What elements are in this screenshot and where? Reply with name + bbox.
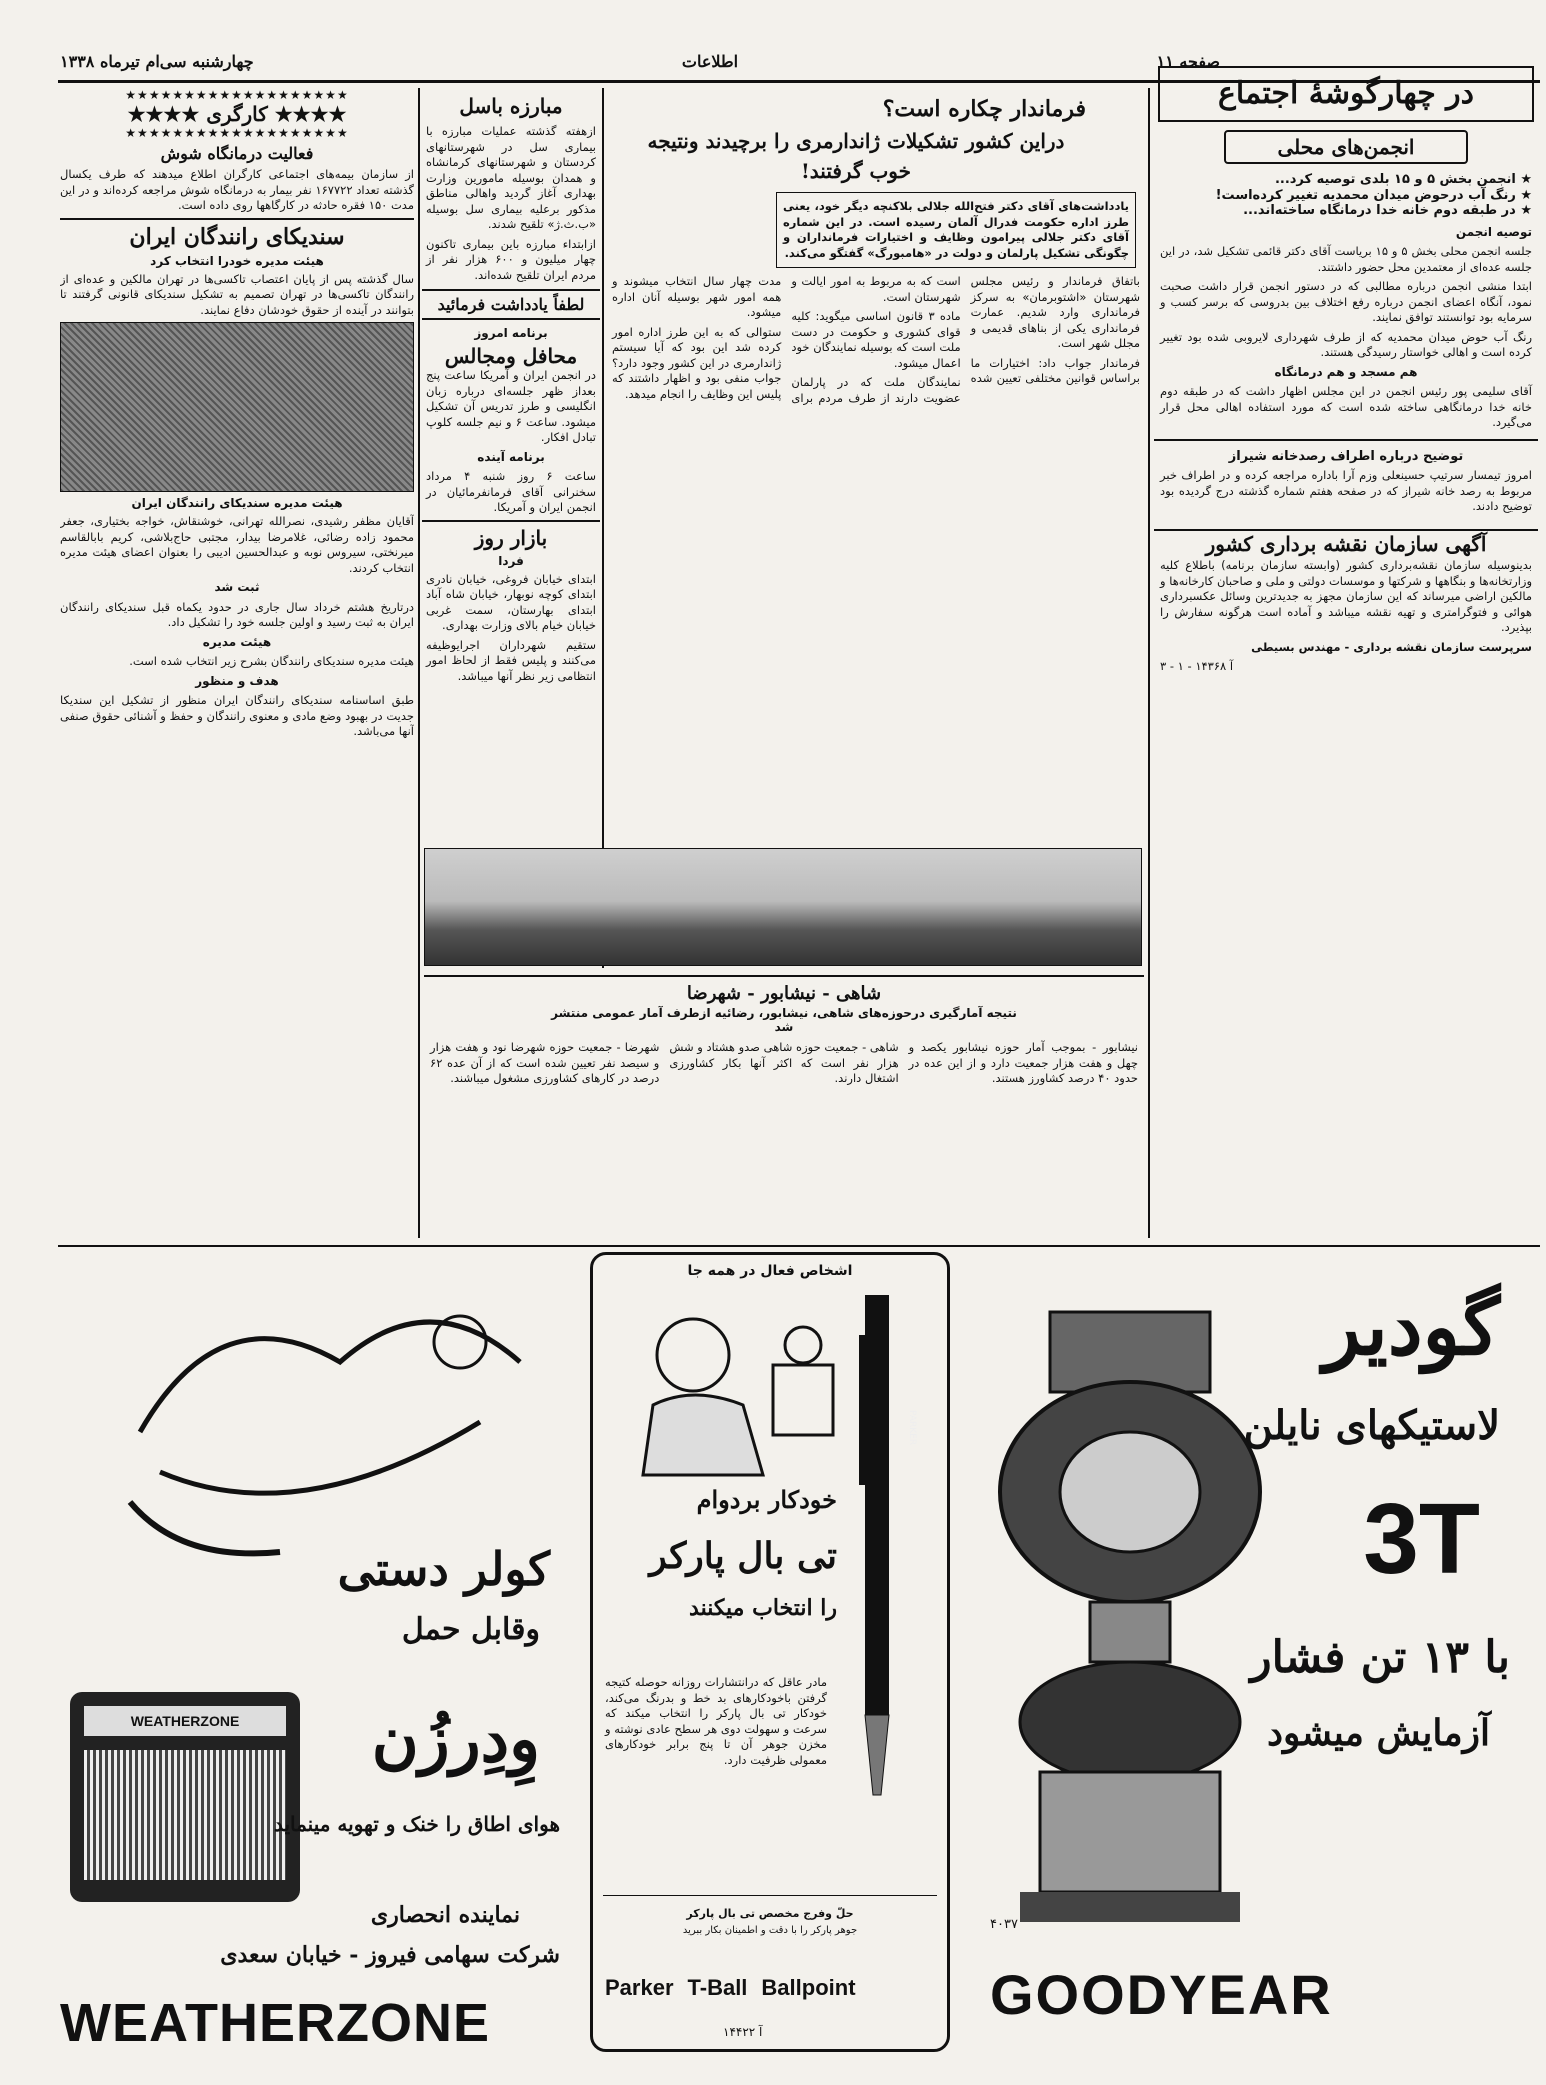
page-number: صفحه ۱۱	[1156, 52, 1220, 71]
parker-line3: را انتخاب میکنند	[689, 1595, 837, 1621]
paragraph: ستقیم شهرداران اجرایوظیفه می‌کنند و پلیس فقط از لحاظ امور انتظامی زیر نظر آنها میباشد.	[426, 637, 596, 683]
paragraph: هیئت مدیره سندیکای رانندگان بشرح زیر انتخاب شده است.	[129, 654, 414, 668]
subheading: برنامه آینده	[477, 449, 545, 464]
article-headline: دراین کشور تشکیلات ژاندارمری را برچیدند ونتیجه خوب گرفتند!	[647, 129, 1065, 183]
program-title: برنامه امروز	[474, 326, 548, 340]
cooler-sub: وقابل حمل	[401, 1612, 540, 1647]
city-headline: شاهی - نیشابور - شهرضا	[686, 983, 882, 1004]
city-stats-panel	[424, 975, 1144, 1237]
ads-rule	[58, 1245, 1540, 1247]
paragraph: ازهفته گذشته عملیات مبارزه با بیماری سل در شهرستانهای کردستان و شهرستانهای کرمانشاه و همدان بوسیله مامورین وزارت بهداری آغاز گردید واهالی مناطق مذکور برعلیه بیماری سل بوسیله «ب.ث.ژ» تلقیح شدند.	[426, 124, 596, 231]
parker-pen-illustration	[837, 1295, 917, 1815]
tested-text: آزمایش میشود	[1267, 1712, 1490, 1754]
paragraph: نمایندگان ملت که در پارلمان عضویت دارند از طرف مردم برای مدت چهار سال انتخاب میشوند و همه امور شهر بوسیله آنان اداره میشود.	[612, 274, 961, 405]
parker-line1: خودکار بردوام	[696, 1485, 837, 1514]
agent-title: نماینده انحصاری	[370, 1902, 520, 1928]
union-title: سندیکای رانندگان ایران	[129, 223, 345, 250]
paragraph: باتفاق فرماندار و رئیس مجلس شهرستان «اشتوبرمان» به سرکز فرمانداری وارد شدیم. عمارت فرمانداری یکی از بناهای قدیمی و مجلل شهر است.	[970, 274, 1140, 350]
nylon-tires: لاستیکهای نایلن	[1243, 1402, 1500, 1449]
model-3t: 3T	[1363, 1483, 1480, 1595]
article-question: فرماندار چکاره است؟	[882, 96, 1086, 122]
article-intro: یادداشت‌های آقای دکتر فتح‌الله جلالی بلاکنچه دیگر خود، یعنی طرز اداره حکومت فدرال آلمان رسیده است. در این شماره آقای دکتر جلالی پیرامون وظایف و اختیارات فرمانداران و چگونگی تشکیل پارلمان و دولت در «هامبورگ» گفتگو می‌کند.	[776, 192, 1136, 268]
subheading: هدف و منظور	[195, 673, 279, 688]
bullet-item: ★ انجمن بخش ۵ و ۱۵ بلدی توصیه کرد...	[1274, 172, 1532, 187]
section-title: در چهارگوشهٔ اجتماع	[1158, 66, 1534, 122]
paragraph: درتاریخ هشتم خرداد سال جاری در حدود یکماه قبل سندیکای رانندگان ایران به ثبت رسید و اولین جلسه خود را تشکیل داد.	[60, 599, 414, 629]
reminder-title: لطفاً یادداشت فرمائید	[422, 289, 600, 320]
ad-code: آ ۱۴۴۲۲	[723, 2025, 763, 2039]
paragraph: طبق اساسنامه سندیکای رانندگان ایران منظور از تشکیل این سندیکا جدیت در بهبود وضع مادی و معنوی رانندگان و حفظ و آشنائی حقوق صنفی آنها می‌باشد.	[60, 693, 414, 738]
bullet-item: ★ رنگ آب درحوض میدان محمدیه تغییر کرده‌است!	[1215, 187, 1532, 203]
paper-name: اطلاعات	[681, 52, 739, 71]
gatherings-title: محافل ومجالس	[444, 344, 578, 368]
paragraph: ابتدا منشی انجمن درباره مطالبی که در دستور انجمن قرار داشت صحبت نمود، آنگاه اعضای انجمن درباره رفع اختلاف بین بدروسی که برسر کسب و سرمایه بود توانستند توافق نمایند.	[1160, 279, 1532, 324]
paragraph: شاهی - جمعیت حوزه شاهی صدو هشتاد و شش هزار نفر است که اکثر آنها بکار کشاورزی اشتغال دارند.	[669, 1040, 899, 1085]
goodyear-brand-en: GOODYEAR	[990, 1963, 1333, 2026]
union-subtitle: هیئت مدیره خودرا انتخاب کرد	[150, 253, 324, 268]
labor-header: ★★★★ کارگری ★★★★	[127, 102, 347, 126]
paragraph: شهرضا - جمعیت حوزه شهرضا نود و هفت هزار و سیصد نفر تعیین شده است که از آن عده ۶۲ درصد در کارهای کشاورزی مشغول میباشند.	[430, 1040, 660, 1085]
paragraph: جلسه انجمن محلی بخش ۵ و ۱۵ بریاست آقای دکتر قائمی تشکیل شد، در این جلسه عده‌ای از معتمدین محل حضور داشتند.	[1160, 244, 1532, 274]
column-rule	[1148, 88, 1150, 1238]
tb-campaign-title: مبارزه باسل	[459, 94, 563, 118]
cooler-tagline: هوای اطاق را خنک و تهویه مینماید	[273, 1812, 560, 1836]
brand-ballpoint: Ballpoint	[761, 1975, 856, 2000]
parker-body: مادر عاقل که درانتشارات روزانه حوصله کتیجه گرفتن باخودکارهای بد خط و بدرنگ می‌کند، خودکار تی بال پارکر را انتخاب میکند که سرعت و سهولت دوی هر سطح عادی نوشته و مخزن جوهر آن تا پنج برابر خودکارهای معمولی ظرفیت دارد.	[605, 1675, 827, 1767]
column-rule	[602, 88, 604, 968]
decorative-stars: ★★★★★★★★★★★★★★★★★★★	[125, 88, 349, 102]
pressure-text: با ۱۳ تن فشار	[1250, 1632, 1510, 1683]
notice-text: بدینوسیله سازمان نقشه‌برداری کشور (وابسته سازمان برنامه) باطلاع کلیه وزارتخانه‌ها و بنگاهها و شرکتها و موسسات دولتی و ملی و صاحبان کارخانه‌ها و مالکین اراضی میرساند که این سازمان مجهز به جدیدترین وسائل عکسبرداری هوائی و فتوگرامتری و تهیه نقشه میباشد و آماده است هرگونه سفارش را بپذیرد.	[1160, 558, 1532, 634]
paragraph: ابتدای خیابان فروغی، خیابان نادری ابتدای کوچه نوبهار، خیابان شاه آباد ابتدای بهارستان، سمت غربی خیابان خیام بالای وزارت بهداری.	[426, 571, 596, 632]
parker-footer: حلّ وفرج مخصص تی بال پارکر	[686, 1907, 854, 1920]
paragraph: فرماندار جواب داد: اختیارات ما براساس قوانین مختلفی تعیین شده است که به مربوط به امور ایالت و شهرستان است.	[791, 274, 1140, 385]
weatherzone-ad	[60, 1252, 580, 2052]
issue-date: چهارشنبه سی‌ام تیرماه ۱۳۳۸	[60, 52, 254, 71]
cooler-grille	[84, 1750, 286, 1880]
paragraph: ساعت ۶ روز شنبه ۴ مرداد سخنرانی آقای فرمانفرمائیان در انجمن ایران و آمریکا.	[426, 469, 596, 514]
bazaar-subtitle: فردا	[498, 553, 524, 568]
cooler-label: WEATHERZONE	[84, 1706, 286, 1736]
goodyear-brand-fa: گودیر	[1323, 1282, 1500, 1373]
city-skyline-photo	[424, 848, 1142, 966]
paragraph: ماده ۳ قانون اساسی میگوید: کلیه قوای کشوری و حکومت در دست ملت است که بوسیله نمایندگان خود اعمال میشود.	[791, 309, 961, 370]
paragraph: ازابتداء مبارزه باین بیماری تاکنون چهار میلیون و ۶۰۰ هزار نفر از مردم ایران تلقیح شده‌اند.	[426, 236, 596, 282]
subheading: ثبت شد	[214, 580, 260, 594]
mother-child-illustration	[613, 1295, 853, 1485]
column-rule	[418, 88, 420, 1238]
union-board-photo	[60, 322, 414, 492]
clinic-title: فعالیت درمانگاه شوش	[160, 144, 314, 163]
weatherzone-brand-fa: وِدِرزُن	[371, 1702, 540, 1777]
paragraph: آقای سلیمی پور رئیس انجمن در این مجلس اظهار داشت که در طبقه دوم خانه خدا درمانگاهی ساخته شده است که مورد استفاده اهالی محل قرار می‌گیرد.	[1160, 384, 1532, 429]
paragraph: از سازمان بیمه‌های اجتماعی کارگران اطلاع میدهند که طرف یکسال گذشته تعداد ۱۶۷۷۲۲ نفر بیمار به درمانگاه شوش مراجعه کرده‌اند و در این مدت ۱۵۰ فقره حادثه در کارگاهها روی داده است.	[60, 167, 414, 212]
right-column	[1154, 62, 1538, 1238]
decorative-stars: ★★★★★★★★★★★★★★★★★★★	[125, 126, 349, 140]
photo-caption: هیئت مدیره سندیکای رانندگان ایران	[131, 496, 343, 510]
ad-code: ۴۰۳۷	[990, 1917, 1018, 1932]
paragraph: آقایان مظفر رشیدی، نصرالله تهرانی، خوشنقاش، خواجه بختیاری، جعفر محمود زاده رضائی، غلامرضا بیدار، مجتبی حاج‌بلاشی، کریم بابالقاسم میرنختی، سیروس نوبه و عبدالحسین ادیبی را بعنوان اعضای هیئت مدیره انتخاب کردند.	[60, 514, 414, 575]
brand-parker: Parker	[605, 1975, 674, 2000]
paragraph: ستوالی که به این طرز اداره امور کرده شد این بود که آیا سیستم ژاندارمری در این کشور وجود دارد؟ جواب منفی بود و اظهار داشتند که پلیس این وظایف را انجام میدهد.	[612, 324, 782, 401]
goodyear-ad	[960, 1252, 1540, 2052]
brand-tball: T-Ball	[687, 1975, 748, 2000]
farmandar-article	[606, 88, 1146, 968]
notice-signature: سرپرست سازمان نقشه برداری - مهندس بسیطی	[1251, 639, 1532, 654]
agent-name: شرکت سهامی فیروز - خیابان سعدی	[220, 1942, 560, 1968]
paragraph: نیشابور - بموجب آمار حوزه نیشابور یکصد و چهل و هفت هزار جمعیت دارد و از این عده در حدود ۴۰ درصد کشاورز هستند.	[908, 1040, 1138, 1085]
city-subheadline: نتیجه آمارگیری درحوزه‌های شاهی، نیشابور، رضائیه ازطرف آمار عمومی منتشر شد	[551, 1006, 1017, 1034]
paragraph: رنگ آب حوض میدان محمدیه که از طرف شهرداری لایروبی شده بود تغییر کرده است و اهالی خواستار رسیدگی هستند.	[1160, 329, 1532, 359]
parker-top: اشخاص فعال در همه جا	[687, 1263, 853, 1279]
paragraph: سال گذشته پس از پایان اعتصاب تاکسی‌ها در تهران مالکین و عده‌ای از رانندگان تاکسی‌ها در تهران تصمیم به تشکیل سندیکای قانونی گرفتند تا بتوانند در آینده از حقوق خودشان دفاع نمایند.	[60, 271, 414, 317]
mid-left-column	[422, 88, 600, 848]
subheading: هم مسجد و هم درمانگاه	[1274, 364, 1418, 379]
notice-code: آ ۱۴۳۶۸ - ۱ - ۳	[1160, 659, 1234, 673]
parker-brand-fa: تی بال پارکر	[649, 1535, 837, 1577]
tire-test-machine-illustration	[980, 1292, 1280, 1932]
cooler-unit-illustration	[70, 1692, 300, 1902]
cooler-title: کولر دستی	[337, 1542, 550, 1596]
subheading: توصیه انجمن	[1455, 224, 1532, 239]
hammock-illustration	[100, 1272, 560, 1572]
labor-column	[60, 88, 414, 1238]
parker-footer2: جوهر پارکر را با دقت و اطمینان بکار ببرید	[682, 1925, 858, 1936]
subsection-title: انجمن‌های محلی	[1224, 130, 1468, 164]
parker-ad	[590, 1252, 950, 2052]
paragraph: در انجمن ایران و آمریکا ساعت پنج بعداز ظهر جلسه‌ای درباره زبان انگلیسی و طرز تدریس آن تشکیل میشود. ساعت ۶ و نیم جلسه کلوپ تبادل افکار.	[426, 368, 597, 444]
weatherzone-brand-en: WEATHERZONE	[60, 1993, 490, 2052]
subheading: هیئت مدیره	[202, 634, 272, 649]
bullet-item: ★ در طبقه دوم خانه خدا درمانگاه ساخته‌اند...	[1243, 203, 1532, 218]
notice-title: آگهی سازمان نقشه برداری کشور	[1205, 531, 1487, 556]
paragraph: امروز تیمسار سرتیپ حسینعلی وزم آرا باداره مراجعه کرده و در اطراف خبر مربوط به رصد خانه شیراز که در صفحه هفتم شماره گذشته درج گردیده بود توضیح دادند.	[1160, 468, 1532, 513]
subheading: توضیح درباره اطراف رصدخانه شیراز	[1228, 448, 1464, 464]
pen-label: PARKER	[907, 1409, 917, 1445]
bazaar-title: بازار روز	[474, 525, 548, 550]
